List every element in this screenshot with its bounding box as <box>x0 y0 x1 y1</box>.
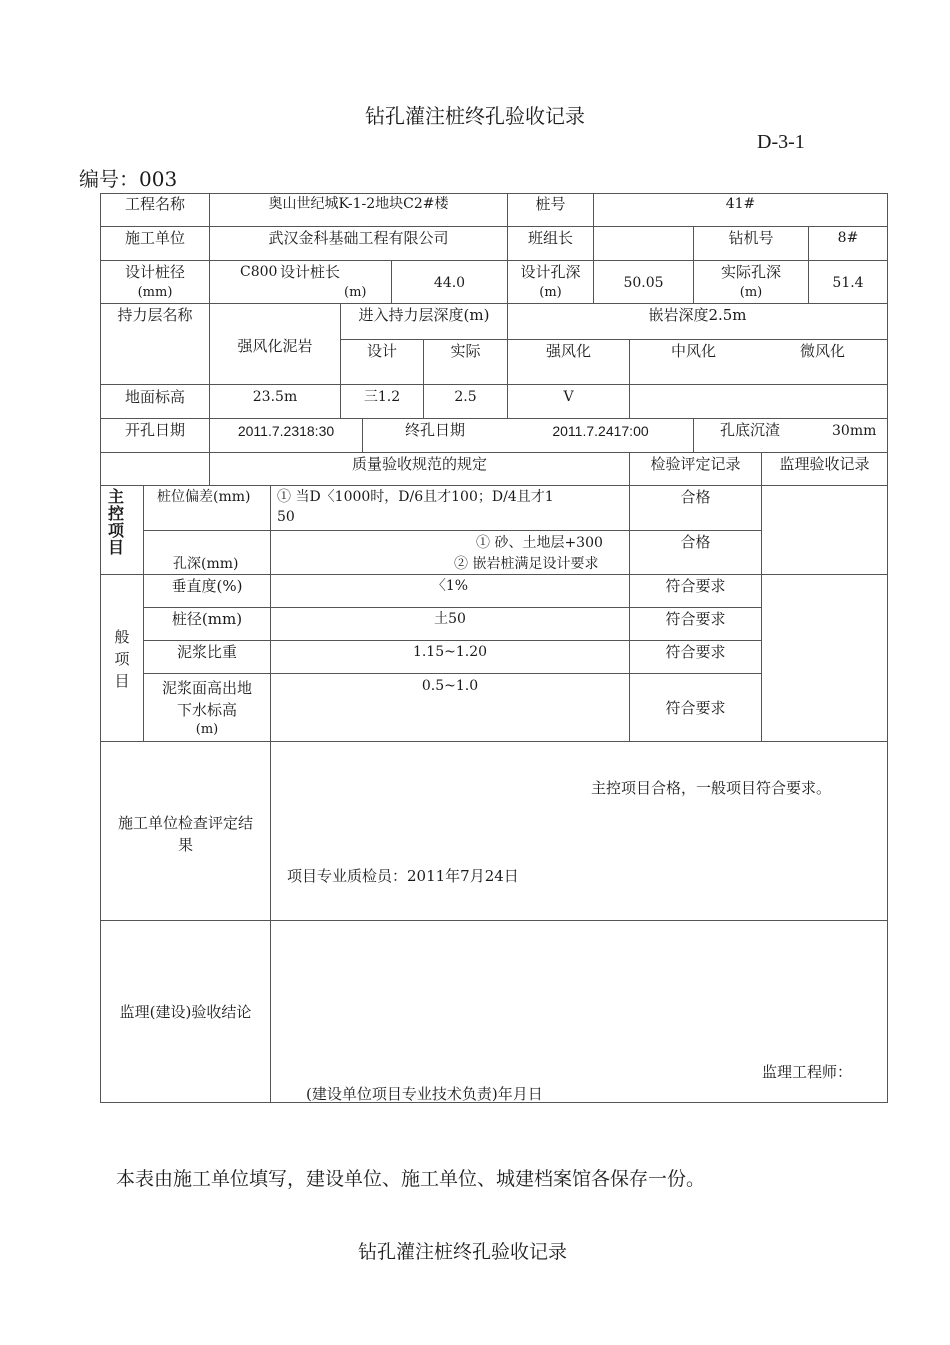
actual-depth-unit: (m) <box>739 285 763 300</box>
verticality-label: 垂直度(%) <box>171 577 243 595</box>
construction-evaluation-conclusion: 主控项目合格，一般项目符合要求。 <box>591 779 832 797</box>
pile-diameter-rule: 土50 <box>434 611 466 627</box>
start-date-value: 2011.7.2318:30 <box>237 423 335 439</box>
bearing-depth-label: 进入持力层深度(m) <box>358 306 490 324</box>
design-depth-value: 50.05 <box>623 275 664 291</box>
ground-elevation-label: 地面标高 <box>124 388 185 406</box>
contractor-value: 武汉金科基础工程有限公司 <box>268 229 449 247</box>
design-diameter-value: C800 <box>240 264 278 280</box>
design-depth-label: 设计孔深 <box>520 263 581 281</box>
pile-diameter-result: 符合要求 <box>665 610 726 628</box>
medium-weathered-header: 中风化 <box>671 342 717 360</box>
slurry-density-rule: 1.15~1.20 <box>412 644 488 660</box>
supervision-conclusion-label: 监理(建设)验收结论 <box>119 1003 252 1021</box>
team-leader-label: 班组长 <box>527 229 573 247</box>
actual-subheader: 实际 <box>450 342 481 360</box>
contractor-label: 施工单位 <box>124 229 185 247</box>
position-deviation-rule-cont: 50 <box>277 509 295 525</box>
bearing-actual-value: 2.5 <box>454 389 477 405</box>
slight-weathered-header: 微风化 <box>800 342 846 360</box>
footer-note: 本表由施工单位填写，建设单位、施工单位、城建档案馆各保存一份。 <box>116 1168 706 1190</box>
bearing-layer-label: 持力层名称 <box>117 306 193 324</box>
rig-number-value: 8# <box>837 230 859 246</box>
actual-depth-value: 51.4 <box>832 275 864 291</box>
construction-evaluation-label: 施工单位检查评定结 果 <box>117 814 253 854</box>
inspection-record-header: 检验评定记录 <box>650 455 741 473</box>
design-diameter-unit: (mm) <box>137 285 173 300</box>
hole-depth-rule-1: ① 砂、土地层+300 <box>476 535 603 551</box>
ground-elevation-value: 23.5m <box>252 389 298 405</box>
design-subheader: 设计 <box>366 342 397 360</box>
slurry-level-rule: 0.5~1.0 <box>421 678 479 694</box>
hole-depth-rule-2: ② 嵌岩桩满足设计要求 <box>454 556 599 572</box>
pile-number-label: 桩号 <box>535 195 566 213</box>
project-name-value: 奥山世纪城K-1-2地块C2#楼 <box>268 196 449 212</box>
actual-depth-label: 实际孔深 <box>720 263 781 281</box>
slurry-level-result: 符合要求 <box>665 699 726 717</box>
start-date-label: 开孔日期 <box>124 421 185 439</box>
hole-depth-label: 孔深(mm) <box>173 556 239 572</box>
pile-diameter-label: 桩径(mm) <box>171 610 243 628</box>
position-deviation-result: 合格 <box>680 488 711 506</box>
quality-rule-header: 质量验收规范的规定 <box>351 455 487 473</box>
hole-depth-result: 合格 <box>680 533 711 551</box>
end-date-label: 终孔日期 <box>404 421 465 439</box>
position-deviation-rule: ① 当D〈1000时，D/6且才100；D/4且才1 <box>277 489 554 505</box>
slurry-density-result: 符合要求 <box>665 643 726 661</box>
design-length-label: 设计桩长 <box>280 263 341 281</box>
pile-number-value: 41# <box>725 196 756 212</box>
design-length-value: 44.0 <box>433 275 466 291</box>
bearing-design-value: 三1.2 <box>363 389 401 405</box>
quality-inspector-signoff: 项目专业质检员：2011年7月24日 <box>287 867 519 885</box>
owner-technical-lead-signoff: (建设单位项目专业技术负责)年月日 <box>306 1085 543 1103</box>
verticality-rule: 〈1% <box>431 578 469 594</box>
record-number: 编号：003 <box>79 167 178 191</box>
design-depth-unit: (m) <box>539 285 562 300</box>
design-length-unit: (m) <box>344 285 367 300</box>
supervising-engineer-signoff: 监理工程师： <box>762 1063 853 1081</box>
project-name-label: 工程名称 <box>124 195 185 213</box>
sediment-value: 30mm <box>832 423 877 439</box>
position-deviation-label: 桩位偏差(mm) <box>157 489 251 505</box>
main-items-label: 主 控 项 目 <box>107 487 124 557</box>
strong-weathered-header: 强风化 <box>545 342 591 360</box>
document-title: 钻孔灌注桩终孔验收记录 <box>365 104 585 128</box>
rock-embed-depth: 嵌岩深度2.5m <box>648 306 747 324</box>
verticality-result: 符合要求 <box>665 577 726 595</box>
slurry-level-label: 泥浆面高出地 下水标高 (m) <box>161 679 252 737</box>
strong-weathered-value: V <box>563 389 574 405</box>
form-code: D-3-1 <box>757 131 805 153</box>
slurry-density-label: 泥浆比重 <box>176 643 237 661</box>
repeated-title: 钻孔灌注桩终孔验收记录 <box>358 1241 568 1263</box>
sediment-label: 孔底沉渣 <box>720 421 781 439</box>
supervision-record-header: 监理验收记录 <box>779 455 870 473</box>
end-date-value: 2011.7.2417:00 <box>552 423 649 439</box>
rig-number-label: 钻机号 <box>728 229 774 247</box>
bearing-layer-value: 强风化泥岩 <box>237 337 313 355</box>
general-items-label: 般 项 目 <box>114 628 130 690</box>
design-diameter-label: 设计桩径 <box>124 263 185 281</box>
